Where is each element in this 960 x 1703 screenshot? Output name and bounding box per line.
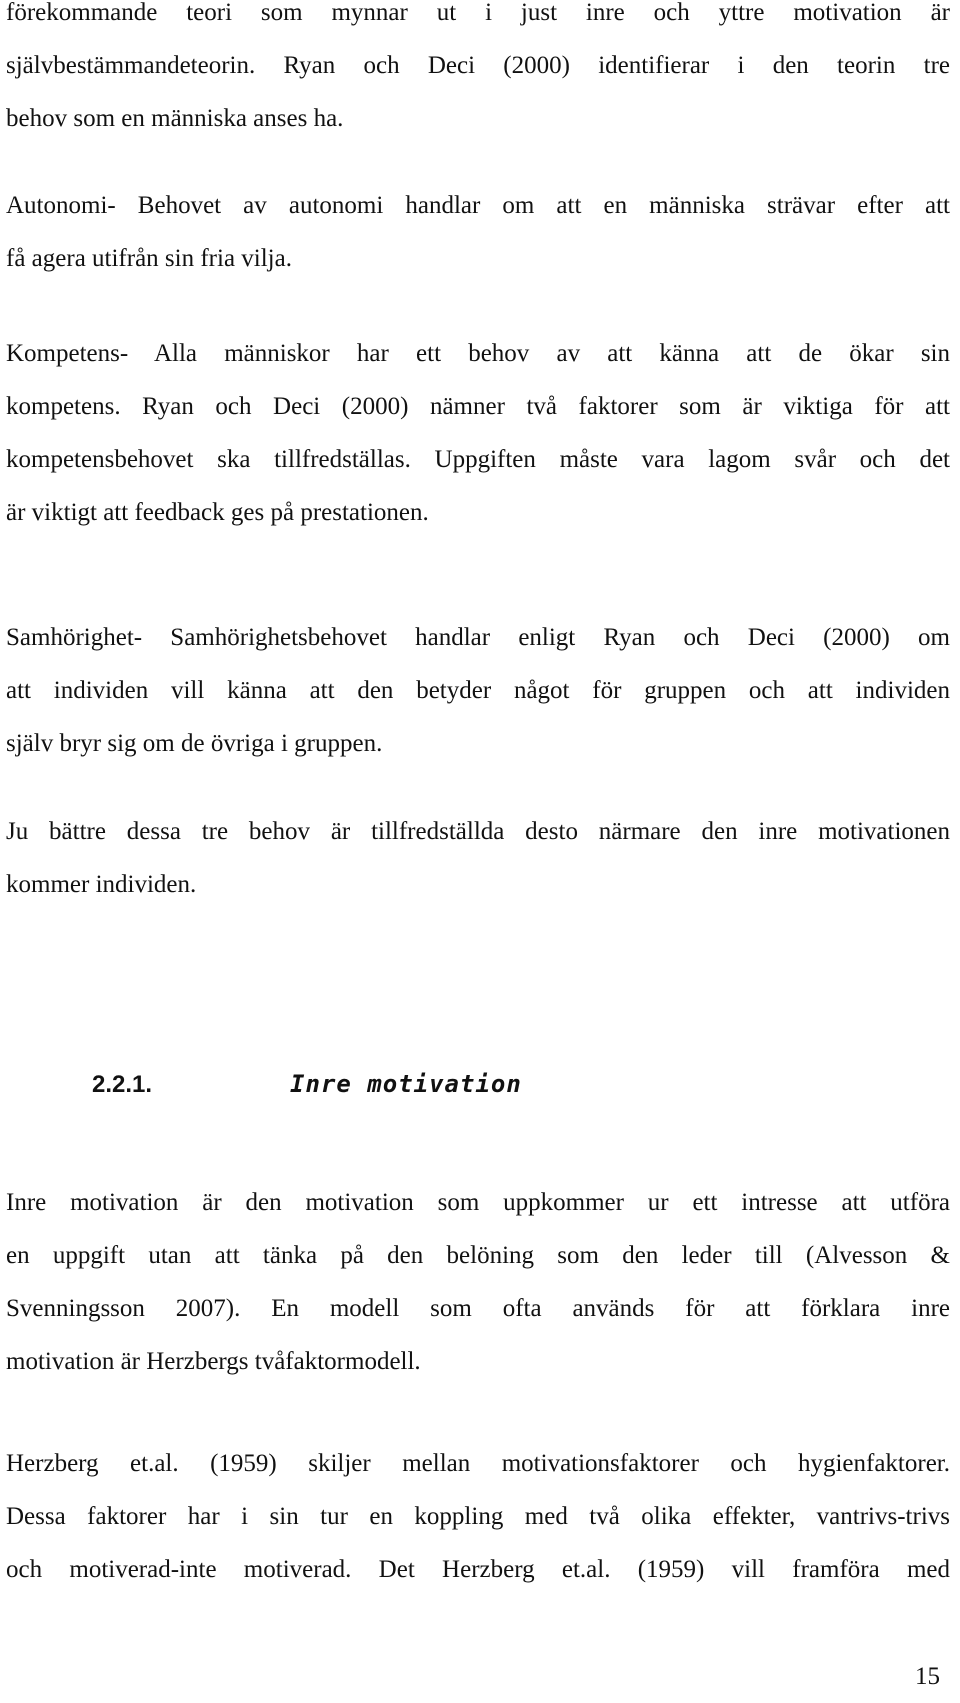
text-line: självbestämmandeteorin. Ryan och Deci (2000) identifierar i den teorin tre (6, 52, 950, 79)
text-line: och motiverad-inte motiverad. Det Herzberg et.al. (1959) vill framföra med (6, 1556, 950, 1583)
text-line: kompetensbehovet ska tillfredställas. Uppgiften måste vara lagom svår och det (6, 446, 950, 473)
section-heading (92, 1064, 522, 1104)
text-line: en uppgift utan att tänka på den belöning som den leder till (Alvesson & (6, 1242, 950, 1269)
text-line: Svenningsson 2007). En modell som ofta används för att förklara inre (6, 1295, 950, 1322)
paragraph-inner-motivation (6, 1176, 950, 1388)
text-line: kompetens. Ryan och Deci (2000) nämner två faktorer som är viktiga för att (6, 393, 950, 420)
text-line: att individen vill känna att den betyder något för gruppen och att individen (6, 677, 950, 704)
paragraph-relatedness (6, 611, 950, 770)
text-line: Ju bättre dessa tre behov är tillfredställda desto närmare den inre motivationen (6, 818, 950, 845)
text-line: är viktigt att feedback ges på prestationen. (6, 499, 429, 526)
text-line: Autonomi- Behovet av autonomi handlar om att en människa strävar efter att (6, 192, 950, 219)
text-line: Dessa faktorer har i sin tur en koppling med två olika effekter, vantrivs-trivs (6, 1503, 950, 1530)
text-line: Inre motivation är den motivation som uppkommer ur ett intresse att utföra (6, 1189, 950, 1216)
section-number: 2.2.1. (92, 1071, 153, 1098)
section-title: Inre motivation (290, 1070, 522, 1098)
text-line: Samhörighet- Samhörighetsbehovet handlar enligt Ryan och Deci (2000) om (6, 624, 950, 651)
text-line: kommer individen. (6, 871, 197, 898)
text-line: Herzberg et.al. (1959) skiljer mellan motivationsfaktorer och hygienfaktorer. (6, 1450, 950, 1477)
page-number: 15 (915, 1663, 940, 1690)
text-line: förekommande teori som mynnar ut i just inre och yttre motivation är (6, 0, 950, 26)
text-line: motivation är Herzbergs tvåfaktormodell. (6, 1348, 421, 1375)
paragraph-herzberg (6, 1437, 950, 1596)
paragraph-selfdetermination (6, 0, 950, 145)
paragraph-summary (6, 805, 950, 911)
paragraph-competence (6, 327, 950, 539)
text-line: behov som en människa anses ha. (6, 105, 344, 132)
text-line: Kompetens- Alla människor har ett behov av att känna att de ökar sin (6, 340, 950, 367)
paragraph-autonomy (6, 179, 950, 285)
text-line: själv bryr sig om de övriga i gruppen. (6, 730, 383, 757)
text-line: få agera utifrån sin fria vilja. (6, 245, 292, 272)
